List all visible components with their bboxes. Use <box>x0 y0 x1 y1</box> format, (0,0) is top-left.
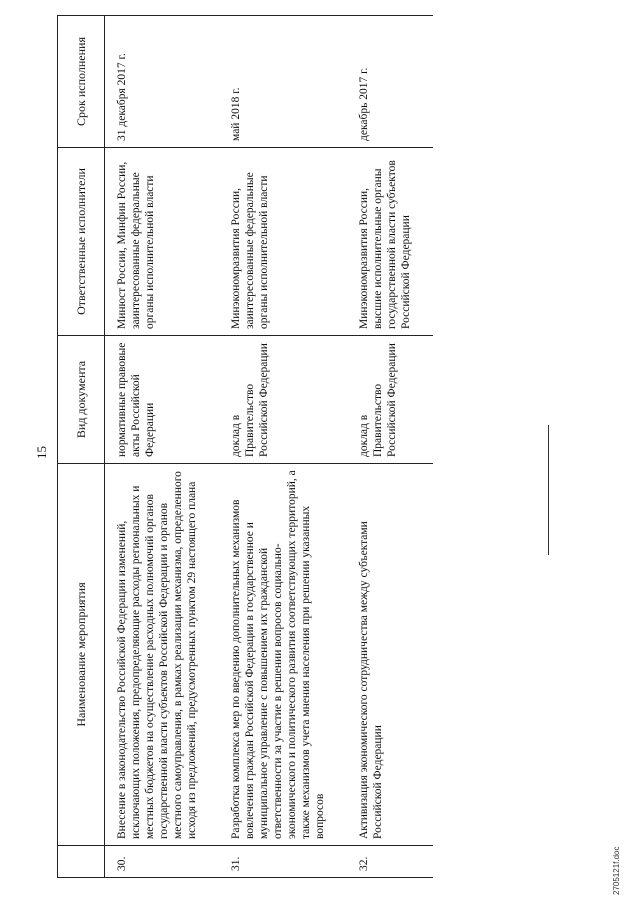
row-number: 30. <box>105 846 220 878</box>
table-header <box>58 16 105 878</box>
end-separator-line <box>548 425 549 555</box>
row-number: 31. <box>219 846 347 878</box>
plan-table <box>57 15 433 878</box>
col-num-header <box>58 846 105 878</box>
row-number: 32. <box>347 846 433 878</box>
file-code: 2705121f.doc <box>612 846 621 895</box>
document-type: нормативные правовые акты Российской Федерации <box>105 336 220 464</box>
document-type: доклад в Правительство Российской Федерации <box>347 336 433 464</box>
responsible-executors: Минюст России, Минфин России, заинтересованные федеральные органы исполнительной власти <box>105 148 220 336</box>
table-row <box>219 16 347 878</box>
activity-name: Внесение в законодательство Российской Федерации изменений, исключающих положения, предопределяющие расходы региональных и местных бюджетов на осуществление расходных полномочий органов государственной власти субъектов Российской Федерации и органов местного самоуправления, в рамках реализации механизма, определенного исходя из предложений, предусмотренных пунктом 29 настоящего плана <box>105 464 220 846</box>
col-name-header: Наименование мероприятия <box>58 464 105 846</box>
col-term-header: Срок исполнения <box>58 16 105 148</box>
deadline: май 2018 г. <box>219 16 347 148</box>
col-exec-header: Ответственные исполнители <box>58 148 105 336</box>
page-number: 15 <box>34 446 49 459</box>
deadline: 31 декабря 2017 г. <box>105 16 220 148</box>
table-row <box>347 16 433 878</box>
col-doc-header: Вид документа <box>58 336 105 464</box>
document-type: доклад в Правительство Российской Федерации <box>219 336 347 464</box>
responsible-executors: Минэкономразвития России, высшие исполнительные органы государственной власти субъектов Российской Федерации <box>347 148 433 336</box>
responsible-executors: Минэкономразвития России, заинтересованные федеральные органы исполнительной власти <box>219 148 347 336</box>
activity-name: Разработка комплекса мер по введению дополнительных механизмов вовлечения граждан Российской Федерации в государственное и муниципальное управление с повышением их гражданской ответственности за участие в решении вопросов социально-экономического и политического развития соответствующих территорий, а также механизмов учета мнения населения при решении указанных вопросов <box>219 464 347 846</box>
activity-name: Активизация экономического сотрудничества между субъектами Российской Федерации <box>347 464 433 846</box>
deadline: декабрь 2017 г. <box>347 16 433 148</box>
table-row <box>105 16 220 878</box>
